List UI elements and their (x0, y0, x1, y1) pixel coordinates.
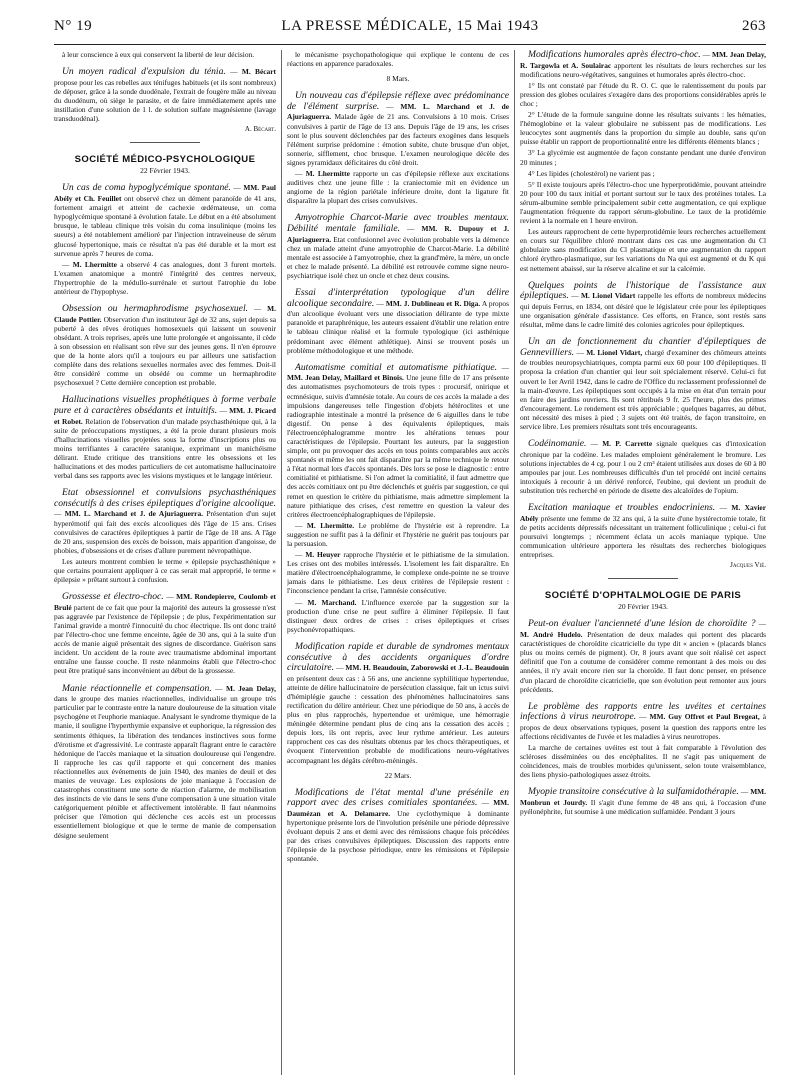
article-title: Automatisme comitial et automatisme pithiatique. (295, 361, 498, 373)
section-date: 22 Mars. (384, 770, 412, 780)
header-rule (54, 44, 766, 45)
article-body: A propos d'un alcoolique évoluant vers une dissociation délirante de type mixte paranoïde et paraphrénique, les auteurs essaient d'établir une relation entre le tableau clinique réalisé et la formule typologique (ici asthénique prédominant avec élément athlétique). Ainsi se trouvent posés un problème méthodologique et une méthode. (287, 298, 509, 355)
article-title: Codéinomanie. (528, 438, 587, 450)
article-body: Présentation de deux malades qui portent des placards caractéristiques de choroïdite cicatricielle du type dit « ancien » (placards blancs plus ou moins cernés de pigment). Or, 8 jours avant que soit réalisé cet aspect définitif que l'on a coutume de considérer comme remontant à des mois ou des années, il n'y avait encore rien sur la choroïde. Il faut donc penser, en présence d'un placard de choroïdite cicatricielle, que son évolution peut remonter aux jours précédents. (520, 630, 766, 694)
page-number: 263 (742, 18, 766, 34)
article: Amyotrophie Charcot-Marie avec troubles mentaux. Débilité mentale familiale. — MM. R. Dupouy et J. Ajuriaguerra. Etat confusionnel avec évolution probable vers la démence chez un malade atteint d'une amyotrophie de Charcot-Marie. La débilité mentale est associée à l'amyotrophie, chez la grand'mère, la mère, un oncle et chez le malade présenté. La débilité est retrouvée comme signe neuro-psychiatrique isolé chez un oncle et chez deux cousins. (287, 212, 509, 280)
article-title: Obsession ou hermaphrodisme psychosexuel. (62, 303, 249, 315)
paragraph: à leur conscience à eux qui conservent la liberté de leur décision. (62, 50, 255, 59)
section-date: 8 Mars. (386, 74, 410, 84)
article: Modification rapide et durable de syndromes mentaux consécutive à des accidents organiques d'ordre circulatoire. — MM. H. Beaudouin, Zaborowski et J.-L. Beaudouin en présentent deux cas : à 56 ans, une ancienne syphilitique hypertendue, atteinte de délire hallucinatoire de persécution classique, fait un ictus suivi d'hémiplégie gauche : cessation des phénomènes hallucinatoires sans rectification du délire antérieur. Chez une périodique de 50 ans, à accès de plus en plus rapprochés, hypertendue et urémique, une hémorragie méningée détermine pendant plus de cinq ans la cessation des accès ; depuis lors, ils ont repris, avec leur rythme antérieur. Les auteurs rapprochent ces cas des résultats obtenus par les chocs thérapeutiques, et évoquent l'intervention probable de modifications neuro-végétatives accompagnant les dégâts cérébro-méningés. (287, 640, 509, 765)
article-body: propose pour les cas rebelles aux ténifuges habituels (et ils sont nombreux) de déposer, grâce à la sonde duodénale, l'extrait de fougère mâle au niveau du duodénum, où siège le parasite, et de faire immédiatement après une instillation d'une solution de 1 l. de solution sulfate magnésienne (lavage transduodénal). (54, 77, 276, 124)
column-divider (514, 50, 515, 1075)
article-author: M. Xavier Abély (520, 503, 766, 523)
article-title: Le problème des rapports entre les uvéites et certaines infections à virus neurotrope. (520, 700, 766, 723)
article-body: dans le groupe des manies réactionnelles, individualise un groupe très particulier par le contraste entre la nature douloureuse de la situation vitale psychogène et l'euphorie maniaque. Analysant le syndrome thymique de la manie, il souligne l'hyperthymie expansive et euphorique, la régression des sentiments éthiques, la libération des tendances instinctives sous forme d'érotisme et d'agressivité. Le contraste apparaît flagrant entre le caractère hédonique de l'accès maniaque et la situation douloureuse qui l'engendre. Il rapproche les cas qu'il rapporte et qui concernent des manies réactionnelles aux événements de juin 1940, des manies de deuil et des manies de veuvage. Les explosions de joie maniaque à l'occasion de catastrophes constituent une sorte de réaction d'alarme, de mobilisation des instincts de vie dans le sens d'une compensation à une situation vitale catégoriquement pénible et affectivement intolérable. Il faut néanmoins préciser que l'émotion qui déclenche ces accès est un processus essentiellement biologique et que le terme de manie de compensation désigne seulement (54, 694, 276, 840)
article-body: à propos de deux observations typiques, posent la question des rapports entre les affections récidivantes de l'uvée et les maladies à virus neurotropes. (520, 712, 766, 741)
article-title: Essai d'interprétation typologique d'un délire alcoolique secondaire. (287, 287, 509, 309)
article: Grossesse et électro-choc. — MM. Rondepierre, Coulomb et Brulé partent de ce fait que pour la majorité des auteurs la grossesse n'est pas aggravée par l'existence de l'épilepsie ; de plus, l'expérimentation sur l'animal gravide a montré l'innocuité du choc électrique. Ils ont donc traité par l'électro-choc une femme enceinte, âgée de 30 ans, qui à la suite d'un accès de manie aiguë présentait des signes de discordance. Guérison sans incident. Un accident de la route avec traumatisme abdominal important entraîne une fausse couche. Il reste néanmoins établi que l'électro-choc peut être pratiqué sans inconvénient au début de la grossesse. (54, 591, 276, 676)
article: Hallucinations visuelles prophétiques à forme verbale pure et à caractères obsédants et intuitifs. — MM. J. Picard et Robet. Relation de l'observation d'un malade psychasthénique qui, à la suite de préoccupations mystiques, a été la proie durant plusieurs mois d'hallucinations visuelles projetées sous la forme d'inscriptions plus ou moins terrifiantes à caractère satanique, exprimant un manichéisme délirant. Etude critique des transitions entre les obsessions et les hallucinations et des modes particuliers de cet automatisme hallucinatoire verbal dans ses rapports avec les visions mystiques et le langage intérieur. (54, 394, 276, 481)
list-item: 1° Ils ont constaté par l'étude du R. O. C. que le ralentissement du pouls par pression des globes oculaires s'exagère dans des proportions considérables après le choc ; (520, 80, 766, 108)
article-author: MM. Daumézan et A. Delamarre. (287, 798, 509, 818)
article-author: M. Lhermitte (72, 259, 117, 269)
article: Un moyen radical d'expulsion du ténia. — M. Bécart propose pour les cas rebelles aux ténifuges habituels (et ils sont nombreux) de déposer, grâce à la sonde duodénale, l'extrait de fougère mâle au niveau du duodénum, où siège le parasite, et de faire immédiatement après une instillation d'une solution de 1 l. de solution sulfate magnésienne (lavage transduodénal). A. Bécart. (54, 66, 276, 134)
article-body: rapporte un cas d'épilepsie réflexe aux excitations auditives chez une jeune fille : la craniectomie mit en évidence un angiome de la région pariétale inférieure droite, dont la ligature fit disparaître la plupart des crises convulsives. (287, 169, 509, 206)
article-title: Grossesse et électro-choc. (62, 591, 164, 603)
article-title: Un cas de coma hypoglycémique spontané. (62, 182, 231, 194)
article-title: Hallucinations visuelles prophétiques à forme verbale pure et à caractères obsédants et intuitifs. (54, 394, 276, 416)
article: Un cas de coma hypoglycémique spontané. — MM. Paul Abély et Ch. Feuillet ont observé chez un dément paranoïde de 41 ans, fortement amaigri et atteint de cachexie œdémateuse, un coma hypoglycémique spontané à évolution fatale. Le début en a été absolument brusque, le tableau clinique très voisin du coma insulinique (moins les sueurs) a été notablement amélioré par l'injection intraveineuse de sérum glucosé hypertonique, mais ce résultat n'a pas été durable et la mort est survenue après 7 heures de coma. — M. Lhermitte a observé 4 cas analogues, dont 3 furent mortels. L'examen anatomique a montré l'intégrité des centres nerveux, l'hypertrophie de la médullo-surrénale et surtout l'atrophie du lobe antérieur de l'hypophyse. (54, 182, 276, 296)
article-body: présente une femme de 32 ans qui, à la suite d'une hystérectomie totale, fit de petits accidents dépressifs nécessitant un traitement folliculinique ; celui-ci fut poursuivi longtemps ; récemment éclata un accès maniaque typique. Une communication ultérieure apportera les résultats des recherches biologiques entreprises. (520, 513, 766, 560)
article-body: en présentent deux cas : à 56 ans, une ancienne syphilitique hypertendue, atteinte de délire hallucinatoire de persécution classique, fait un ictus suivi d'hémiplégie gauche : cessation des phénomènes hallucinatoires sans rectification du délire antérieur. Chez une périodique de 50 ans, à accès de plus en plus rapprochés, hypertendue et urémique, une hémorragie méningée détermine pendant plus de cinq ans la cessation des accès ; depuis lors, ils ont repris, avec leur rythme antérieur. Les auteurs rapprochent ces cas des résultats obtenus par les chocs thérapeutiques, et évoquent l'intervention probable de modifications neuro-végétatives accompagnant les dégâts cérébro-méningés. (287, 673, 509, 765)
section-rule (608, 578, 678, 579)
article: Quelques points de l'historique de l'assistance aux épileptiques. — M. Lionel Vidart rappelle les efforts de nombreux médecins qui depuis Ferrus, en 1834, ont désiré que le législateur crée pour les épileptiques une organisation générale d'assistance. Ces efforts, en France, sont restés sans résultat, même dans le cadre limité des colonies agricoles pour épileptiques. (520, 279, 766, 330)
list-item: 4° Les lipides (cholestérol) ne varient pas ; (528, 168, 655, 178)
article-body: Malade âgée de 21 ans. Convulsions à 10 mois. Crises convulsives à partir de l'âge de 13 ans. Depuis l'âge de 19 ans, les crises sont le plus souvent déclenchées par des facteurs exogènes dans lesquels l'élément surprise prédomine : émotion subite, chute brusque d'un objet, sonnerie, sifflement, choc brusque. L'examen neurologique décèle des signes pyramidaux déficitaires du côté droit. (287, 112, 509, 167)
section-date: 22 Février 1943. (140, 166, 190, 176)
article-author: MM. J. Dublineau et R. Diga. (385, 298, 481, 308)
article-body: Présentation d'un sujet hyperémotif qui fait des excès alcooliques dès l'âge de 15 ans. Crises convulsives de caractères épileptiques à partir de l'âge de 18 ans. A l'âge de 20 ans, suspension des excès de boisson, mais apparition d'angoisse, de phobies, d'obsessions et de crises d'allure purement névropathique. (54, 509, 276, 555)
article-title: Un moyen radical d'expulsion du ténia. (62, 66, 226, 78)
article: Modifications de l'état mental d'une présénile en rapport avec des crises comitiales spontanées. — MM. Daumézan et A. Delamarre. Une cyclothymique à dominante hypertonique présente lors de l'involution présénile une période dépressive évoluant depuis 2 ans et demi avec des rémissions chaque fois précédées par des crises convulsives épileptiques. Discussion des rapports entre l'épilepsie de la psychose périodique, entre les rémissions et l'épilepsie spontanée. (287, 786, 509, 864)
section-date: 20 Février 1943. (618, 602, 668, 612)
article: Obsession ou hermaphrodisme psychosexuel. — M. Claude Pottier. Observation d'un instituteur âgé de 32 ans, sujet depuis sa puberté à des rêves érotiques homosexuels qui laissent un souvenir obsédant. A trois reprises, après une lutte prolongée et angoissante, il cède à son obsession en réalisant son rêve sur des jeunes gens. Il n'en éprouve que de la honte alors qu'il a toujours eu par ailleurs une satisfaction complète dans des relations sexuelles normales avec des femmes. Doit-il être considéré comme un obsédé ou comme un hermaphrodite psychosexuel ? Cette dernière conception est probable. (54, 303, 276, 388)
article-title: Quelques points de l'historique de l'assistance aux épileptiques. (520, 279, 766, 302)
signature: A. Bécart. (244, 125, 276, 134)
column-3 (520, 50, 766, 1075)
column-divider (281, 50, 282, 1075)
article-author: M. Claude Pottier. (54, 304, 276, 324)
article: Essai d'interprétation typologique d'un délire alcoolique secondaire. — MM. J. Dublineau et R. Diga. A propos d'un alcoolique évoluant vers une dissociation délirante de type mixte paranoïde et paraphrénique, les auteurs essaient d'établir une relation entre le tableau clinique réalisé et la formule typologique (ici asthénique prédominant avec élément athlétique). Ainsi se trouvent posés un problème méthodologique et une méthode. (287, 287, 509, 355)
article: Myopie transitoire consécutive à la sulfamidothérapie. — MM. Monbrun et Jourdy. Il s'agit d'une femme de 48 ans qui, à l'occasion d'une pyélonéphrite, fut soumise à une médication sulfamidée. Pendant 3 jours (520, 786, 766, 817)
issue-number: N° 19 (54, 18, 93, 34)
article-title: Peut-on évaluer l'ancienneté d'une lésion de choroïdite ? (528, 618, 756, 630)
article: Manie réactionnelle et compensation. — M. Jean Delay, dans le groupe des manies réactionnelles, individualise un groupe très particulier par le contraste entre la nature douloureuse de la situation vitale psychogène et l'euphorie maniaque. Analysant le syndrome thymique de la manie, il souligne l'hyperthymie expansive et euphorique, la régression des sentiments éthiques, la libération des tendances instinctives sous forme d'érotisme et d'agressivité. Le contraste apparaît flagrant entre le caractère hédonique de l'accès maniaque et la situation douloureuse qui l'engendre. Il rapproche les cas qu'il rapporte et qui concernent des manies réactionnelles aux événements de juin 1940, des manies de deuil et des manies de veuvage. Les explosions de joie maniaque à l'occasion de catastrophes constituent une sorte de réaction d'alarme, de mobilisation des instincts de vie dans le sens d'une compensation à une situation vitale catégoriquement pénible et affectivement intolérable. Il faut néanmoins préciser que l'émotion qui déclenche ces accès est un processus essentiellement biologique et que le terme de manie de compensation désigne seulement (54, 682, 276, 840)
article-body: rappelle les efforts de nombreux médecins qui depuis Ferrus, en 1834, ont désiré que le législateur crée pour les épileptiques une organisation générale d'assistance. Ces efforts, en France, sont restés sans résultat, même dans le cadre limité des colonies agricoles pour épileptiques. (520, 291, 766, 330)
article: Peut-on évaluer l'ancienneté d'une lésion de choroïdite ? — M. André Hudelo. Présentation de deux malades qui portent des placards caractéristiques de choroïdite cicatricielle du type dit « ancien » (placards blancs plus ou moins cernés de pigment). Or, 8 jours avant que soit réalisé cet aspect définitif que l'on a coutume de considérer comme remontant à des mois ou des années, il n'y avait encore rien sur la choroïde. Il faut donc penser, en présence d'un placard de choroïdite cicatricielle, que son évolution peut remonter aux jours précédents. (520, 618, 766, 694)
article-title: Etat obsessionnel et convulsions psychasthéniques consécutifs à des crises épileptiques d'origine alcoolique. (54, 487, 276, 509)
paragraph: le mécanisme psychopathologique qui explique le contenu de ces réactions en apparence paradoxales. (287, 50, 509, 69)
article-body: Une jeune fille de 17 ans présente des automatismes psychomoteurs de trois types : procursif, onirique et ecmnésique, suivis d'amnésie totale. Au cours de ces accès la malade a des impulsions dangereuses telle l'ingestion d'objets hétéroclites et une radiographie intestinale a montré la présence de 6 aiguilles dans le tube digestif. On pense à des équivalents épileptiques, mais l'électroencéphalogramme montre les altérations tenues pour caractéristiques de l'épilepsie. Pourtant les auteurs, par la suggestion simple, ont pu provoquer des accès en tous points comparables aux accès spontanés et même les ont fait disparaître par la même technique le retour à l'état normal lors d'accès spontanés. Dès lors se pose le diagnostic : entre comitialité et pithiatisme. Si l'on admet la comitialité, il faut admettre que des accès comitiaux ont pu être déclenchés et guéris par suggestion, ce qui remet en question le critère du pithiatisme, mais admettre simplement la nature pithiatique des crises, c'est remettre en question la valeur des critères électroencéphalographiques de l'épilepsie. (287, 373, 509, 519)
article-body: Etat confusionnel avec évolution probable vers la démence chez un malade atteint d'une amyotrophie de Charcot-Marie. La débilité mentale est associée à l'amyotrophie, chez la grand'mère, la mère, un oncle et chez le malade présenté. La débilité est retrouvée comme signe neuro-psychiatrique isolé chez un oncle et chez deux cousins. (287, 234, 509, 280)
column-1 (54, 50, 276, 1075)
article-body: rapproche l'hystérie et le pithiatisme de la simulation. Les crises ont des mobiles intéressés. L'isolement les fait disparaître. En matière d'électroencéphalogramme, le complexe onde-pointe ne se trouve jamais dans le pithiatisme. Les deux critères de l'épilepsie restent : l'inconscience pendant la crise, l'amnésie consécutive. (287, 550, 509, 596)
article-title: Un an de fonctionnement du chantier d'épileptiques de Gennevilliers. (520, 336, 766, 358)
article: Le problème des rapports entre les uvéites et certaines infections à virus neurotrope. — MM. Guy Offret et Paul Bregeat, à propos de deux observations typiques, posent la question des rapports entre les affections récidivantes de l'uvée et les maladies à virus neurotropes. La marche de certaines uvéites est tout à fait comparable à l'évolution des scléroses disséminées ou des encéphalites. Il ne s'agit pas uniquement de coïncidences, mais de troubles morbides qu'unissent, selon toute vraisemblance, des liens physio-pathologiques assez étroits. (520, 700, 766, 780)
article: Codéinomanie. — M. P. Carrette signale quelques cas d'intoxication chronique par la codéine. Les malades emploient généralement le bromure. Les solutions injectables de 4 cg. pour 1 ou 2 cm³ étaient utilisées aux doses de 60 à 80 ampoules par jour. Les nombreuses difficultés d'un tel procédé ont incité certains intoxiqués à recourir à un dérivé renforcé, l'eubine, qui devient un produit de substitution très recherché en période de disette des alcaloïdes de l'opium. (520, 438, 766, 496)
journal-title: LA PRESSE MÉDICALE, 15 Mai 1943 (281, 18, 539, 34)
article-body: Les auteurs rapprochent de cette hyperprotidémie leurs recherches actuellement en cours sur l'équilibre chloré montrant dans ces cas une augmentation du Cl globulaire sans modification du Cl plasmatique et une augmentation du rapport chloré érythro-plasmatique, sur les variations du Na qui est augmenté et du K qui est nettement abaissé, sur la réserve alcaline et sur la calcémie. (520, 227, 766, 273)
article-author: M. Bécart (241, 67, 276, 77)
article-body: Il s'agit d'une femme de 48 ans qui, à l'occasion d'une pyélonéphrite, fut soumise à une médication sulfamidée. Pendant 3 jours (520, 798, 766, 817)
article-body: Le problème de l'hystérie est à reprendre. La suggestion ne suffit pas à la définir et l'hystérie ne guérit pas toujours par la persuasion. (287, 520, 509, 548)
signature: Jacques Vié. (730, 561, 766, 570)
article-author: M. André Hudelo. (520, 630, 583, 640)
article: Automatisme comitial et automatisme pithiatique. — MM. Jean Delay, Maillard et Binois. Une jeune fille de 17 ans présente des automatismes psychomoteurs de trois types : procursif, onirique et ecmnésique, suivis d'amnésie totale. Au cours de ces accès la malade a des impulsions dangereuses telle l'ingestion d'objets hétéroclites et une radiographie intestinale a montré la présence de 6 aiguilles dans le tube digestif. On pense à des équivalents épileptiques, mais l'électroencéphalogramme montre les altérations tenues pour caractéristiques de l'épilepsie. Pourtant les auteurs, par la suggestion simple, ont pu provoquer des accès en tous points comparables aux accès spontanés et même les ont fait disparaître par la même technique le retour à l'état normal lors d'accès spontanés. Dès lors se pose le diagnostic : entre comitialité et pithiatisme. Si l'on admet la comitialité, il faut admettre que des accès comitiaux ont pu être déclenchés et guéris par suggestion, ce qui remet en question le critère du pithiatisme, mais admettre simplement la nature pithiatique des crises, c'est remettre en question la valeur des critères électroencéphalographiques de l'épilepsie. — M. Lhermitte. Le problème de l'hystérie est à reprendre. La suggestion ne suffit pas à la définir et l'hystérie ne guérit pas toujours par la persuasion. — M. Heuyer rapproche l'hystérie et le pithiatisme de la simulation. Les crises ont des mobiles intéressés. L'isolement les fait disparaître. En matière d'électroencéphalogramme, le complexe onde-pointe ne se trouve jamais dans le pithiatisme. Les deux critères de l'épilepsie restent : l'inconscience pendant la crise, l'amnésie consécutive. — M. Marchand. L'influence exercée par la suggestion sur la production d'une crise ne peut suffire à éliminer l'épilepsie. Il faut distinguer deux ordres de crises : crises épileptiques et crises psychonévropathiques. (287, 361, 509, 634)
article-body: partent de ce fait que pour la majorité des auteurs la grossesse n'est pas aggravée par l'existence de l'épilepsie ; de plus, l'expérimentation sur l'animal gravide a montré l'innocuité du choc électrique. Ils ont donc traité par l'électro-choc une femme enceinte, âgée de 30 ans, qui à la suite d'un accès de manie aiguë présentait des signes de discordance. Guérison sans incident. Un accident de la route avec traumatisme abdominal important entraîne une fausse couche. Il reste néanmoins établi que l'électro-choc peut être pratiqué sans inconvénient au début de la grossesse. (54, 602, 276, 676)
section-heading: SOCIÉTÉ D'OPHTALMOLOGIE DE PARIS (544, 590, 742, 602)
article-body: chargé d'examiner des chômeurs atteints de troubles neuropsychiatriques, compta parmi eux 60 pour 100 d'épileptiques. Il proposa la création d'un chantier qui leur soit spécialement réservé. Celui-ci fut ouvert le 1er Avril 1942, dans le cadre de l'Office du reclassement professionnel de la main-d'œuvre. Les épileptiques sont occupés à la mise en état d'un terrain pour en faire des jardins ouvriers. Ils sont rétribués 9 fr. 25 l'heure, plus des primes d'encouragement. Le rendement est très appréciable ; quelques bagarres, au début, ont nécessité des mises à pied ; 3 sujets ont été traités, de façon transitoire, en service libre. Les premiers résultats sont très encourageants. (520, 347, 766, 431)
article-author: MM. L. Marchand et J. de Ajuriaguerra. (64, 509, 203, 519)
article-body: Les auteurs montrent combien le terme « épilepsie psychasthénique » que certains pourraient appliquer à ce cas serait mal approprié, le terme « épilepsie » prêtant surtout à confusion. (54, 556, 276, 585)
article-author: MM. Rondepierre, Coulomb et Brulé (54, 592, 276, 612)
article-title: Modifications humorales après électro-choc. (528, 50, 701, 60)
article-author: M. Heuyer (305, 550, 341, 560)
article-body: Une cyclothymique à dominante hypertonique présente lors de l'involution présénile une période dépressive évoluant depuis 2 ans et demi avec des rémissions chaque fois précédées par des crises convulsives épileptiques. Discussion des rapports entre l'épilepsie de la psychose périodique, entre les rémissions et l'épilepsie spontanée. (287, 808, 509, 864)
article-author: M. Marchand. (307, 597, 357, 607)
article-title: Manie réactionnelle et compensation. (62, 682, 212, 694)
article-title: Excitation maniaque et troubles endocriniens. (528, 502, 716, 514)
article: Excitation maniaque et troubles endocriniens. — M. Xavier Abély présente une femme de 32 ans qui, à la suite d'une hystérectomie totale, fit de petits accidents dépressifs nécessitant un traitement folliculinique ; celui-ci fut poursuivi longtemps ; récemment éclata un accès maniaque typique. Une communication ultérieure apportera les résultats des recherches biologiques entreprises. Jacques Vié. (520, 502, 766, 570)
article-author: MM. Monbrun et Jourdy. (520, 787, 766, 808)
section-rule (130, 142, 200, 143)
article-body: La marche de certaines uvéites est tout à fait comparable à l'évolution des scléroses disséminées ou des encéphalites. Il ne s'agit pas uniquement de coïncidences, mais de troubles morbides qu'unissent, selon toute vraisemblance, des liens physio-pathologiques assez étroits. (520, 743, 766, 780)
list-item: 5° Il existe toujours après l'électro-choc une hyperprotidémie, pouvant atteindre 20 pour 100 du taux initial et portant surtout sur le taux des protéines totales. La sérum-albumine semble principalement subir cette augmentation, ce qui explique l'augmentation fréquente du rapport sérum-globuline. Le taux de la protidémie revient à la normale en 1 heure environ. (520, 179, 766, 226)
article-title: Modification rapide et durable de syndromes mentaux consécutive à des accidents organiques d'ordre circulatoire. (287, 640, 509, 674)
article-author: MM. Jean Delay, R. Targowla et A. Soulairac (520, 50, 766, 70)
article-body: L'influence exercée par la suggestion sur la production d'une crise ne peut suffire à éliminer l'épilepsie. Il faut distinguer deux ordres de crises : crises épileptiques et crises psychonévropathiques. (287, 597, 509, 634)
article-author: MM. Guy Offret et Paul Bregeat, (649, 712, 760, 722)
article-author: M. Lhermitte (305, 169, 350, 179)
article-body: Observation d'un instituteur âgé de 32 ans, sujet depuis sa puberté à des rêves érotiques homosexuels qui laissent un souvenir obsédant. A trois reprises, après une lutte prolongée et angoissante, il cède à son obsession en réalisant son rêve sur des jeunes gens. Il n'en éprouve que de la honte alors qu'il a toujours eu par ailleurs une satisfaction complète dans des relations sexuelles normales avec des femmes. Doit-il être considéré comme un obsédé ou comme un hermaphrodite psychosexuel ? Cette dernière conception est probable. (54, 314, 276, 388)
article: Un nouveau cas d'épilepsie réflexe avec prédominance de l'élément surprise. — MM. L. Marchand et J. de Ajuriaguerra. Malade âgée de 21 ans. Convulsions à 10 mois. Crises convulsives à partir de l'âge de 13 ans. Depuis l'âge de 19 ans, les crises sont le plus souvent déclenchées par des facteurs exogènes dans lesquels l'élément surprise prédomine : émotion subite, chute brusque d'un objet, sonnerie, sifflement, choc brusque. L'examen neurologique décèle des signes pyramidaux déficitaires du côté droit. — M. Lhermitte rapporte un cas d'épilepsie réflexe aux excitations auditives chez une jeune fille : la craniectomie mit en évidence un angiome de la région pariétale inférieure droite, dont la ligature fit disparaître la plupart des crises convulsives. (287, 90, 509, 206)
article-body: ont observé chez un dément paranoïde de 41 ans, fortement amaigri et atteint de cachexie œdémateuse, un coma hypoglycémique spontané à évolution fatale. Le début en a été absolument brusque, le tableau clinique très voisin du coma insulinique (moins les sueurs) a été notablement amélioré par l'injection intraveineuse de sérum glucosé hypertonique, mais ce résultat n'a pas été durable et la mort est survenue après 7 heures de coma. (54, 194, 276, 258)
list-item: 3° La glycémie est augmentée de façon constante pendant une durée d'environ 20 minutes ; (520, 148, 766, 167)
article-title: Myopie transitoire consécutive à la sulfamidothérapie. (528, 786, 739, 798)
article-author: M. Lionel Vidart (581, 291, 636, 301)
article-body: apportent les résultats de leurs recherches sur les modifications neuro-végétatives, sanguines et humorales après électro-choc. (520, 60, 766, 79)
article-title: Un nouveau cas d'épilepsie réflexe avec prédominance de l'élément surprise. (287, 90, 509, 112)
article-title: Amyotrophie Charcot-Marie avec troubles mentaux. Débilité mentale familiale. (287, 212, 509, 234)
section-heading: SOCIÉTÉ MÉDICO-PSYCHOLOGIQUE (74, 154, 256, 166)
page-header (54, 18, 766, 40)
article: Modifications humorales après électro-choc. — MM. Jean Delay, R. Targowla et A. Soulairac apportent les résultats de leurs recherches sur les modifications neuro-végétatives, sanguines et humorales après électro-choc. 1° Ils ont constaté par l'étude du R. O. C. que le ralentissement du pouls par pression des globes oculaires s'exagère dans des proportions considérables après le choc ; 2° L'étude de la formule sanguine donne les résultats suivants : les hématies, l'hémoglobine et la valeur globulaire ne subissent pas de modifications. Les leucocytes sont augmentés dans la proportion du simple au double, sans qu'on puisse établir un rapport de proportionnalité entre les différents éléments blancs ; 3° La glycémie est augmentée de façon constante pendant une durée d'environ 20 minutes ; 4° Les lipides (cholestérol) ne varient pas ; 5° Il existe toujours après l'électro-choc une hyperprotidémie, pouvant atteindre 20 pour 100 du taux initial et portant surtout sur le taux des protéines totales. La sérum-albumine semble principalement subir cette augmentation, ce qui explique l'augmentation fréquente du rapport sérum-globuline. Le taux de la protidémie revient à la normale en 1 heure environ. Les auteurs rapprochent de cette hyperprotidémie leurs recherches actuellement en cours sur l'équilibre chloré montrant dans ces cas une augmentation du Cl globulaire sans modification du Cl plasmatique et une augmentation du rapport chloré érythro-plasmatique, sur les variations du Na qui est augmenté et du K qui est nettement abaissé, sur la réserve alcaline et sur la calcémie. (520, 50, 766, 273)
article-body: signale quelques cas d'intoxication chronique par la codéine. Les malades emploient généralement le bromure. Les solutions injectables de 4 cg. pour 1 ou 2 cm³ étaient utilisées aux doses de 60 à 80 ampoules par jour. Les nombreuses difficultés d'un tel procédé ont incité certains intoxiqués à recourir à un dérivé renforcé, l'eubine, qui devient un produit de substitution très recherché en période de disette des alcaloïdes de l'opium. (520, 439, 766, 496)
article: Un an de fonctionnement du chantier d'épileptiques de Gennevilliers. — M. Lionel Vidart, chargé d'examiner des chômeurs atteints de troubles neuropsychiatriques, compta parmi eux 60 pour 100 d'épileptiques. Il proposa la création d'un chantier qui leur soit spécialement réservé. Celui-ci fut ouvert le 1er Avril 1942, dans le cadre de l'Office du reclassement professionnel de la main-d'œuvre. Les épileptiques sont occupés à la mise en état d'un terrain pour en faire des jardins ouvriers. Ils sont rétribués 9 fr. 25 l'heure, plus des primes d'encouragement. Le rendement est très appréciable ; quelques bagarres, au début, ont nécessité des mises à pied ; 3 sujets ont été traités, de façon transitoire, en service libre. Les premiers résultats sont très encourageants. (520, 336, 766, 431)
article-author: M. Lhermitte. (306, 520, 355, 530)
list-item: 2° L'étude de la formule sanguine donne les résultats suivants : les hématies, l'hémoglobine et la valeur globulaire ne subissent pas de modifications. Les leucocytes sont augmentés dans la proportion du simple au double, sans qu'on puisse établir un rapport de proportionnalité entre les différents éléments blancs ; (520, 110, 766, 147)
article-title: Modifications de l'état mental d'une présénile en rapport avec des crises comitiales spontanées. (287, 786, 509, 809)
article: Etat obsessionnel et convulsions psychasthéniques consécutifs à des crises épileptiques d'origine alcoolique. — MM. L. Marchand et J. de Ajuriaguerra. Présentation d'un sujet hyperémotif qui fait des excès alcooliques dès l'âge de 15 ans. Crises convulsives de caractères épileptiques à partir de l'âge de 18 ans. A l'âge de 20 ans, suspension des excès de boisson, mais apparition d'angoisse, de phobies, d'obsessions et de crises d'allure purement névropathique. Les auteurs montrent combien le terme « épilepsie psychasthénique » que certains pourraient appliquer à ce cas serait mal approprié, le terme « épilepsie » prêtant surtout à confusion. (54, 487, 276, 585)
article-author: MM. Jean Delay, Maillard et Binois. (287, 373, 404, 383)
article-author: M. Lionel Vidart, (586, 347, 643, 357)
article-body: a observé 4 cas analogues, dont 3 furent mortels. L'examen anatomique a montré l'intégrité des centres nerveux, l'hypertrophie de la médullo-surrénale et surtout l'atrophie du lobe antérieur de l'hypophyse. (54, 259, 276, 296)
article-author: MM. J. Picard et Robet. (54, 406, 276, 426)
article-author: M. P. Carrette (602, 439, 653, 449)
column-2 (287, 50, 509, 1075)
article-author: MM. H. Beaudouin, Zaborowski et J.-L. Beaudouin (345, 663, 509, 673)
article-author: MM. L. Marchand et J. de Ajuriaguerra. (287, 101, 509, 122)
article-body: Relation de l'observation d'un malade psychasthénique qui, à la suite de préoccupations mystiques, a été la proie durant plusieurs mois d'hallucinations visuelles projetées sous la forme d'inscriptions plus ou moins terrifiantes à caractère satanique, exprimant un manichéisme délirant. Etude critique des transitions entre les obsessions et les hallucinations et des modes particuliers de cet automatisme hallucinatoire verbal dans ses rapports avec les visions mystiques et le langage intérieur. (54, 416, 276, 481)
article-author: MM. R. Dupouy et J. Ajuriaguerra. (287, 224, 509, 244)
article-author: MM. Paul Abély et Ch. Feuillet (54, 183, 276, 204)
article-author: M. Jean Delay, (226, 683, 276, 693)
